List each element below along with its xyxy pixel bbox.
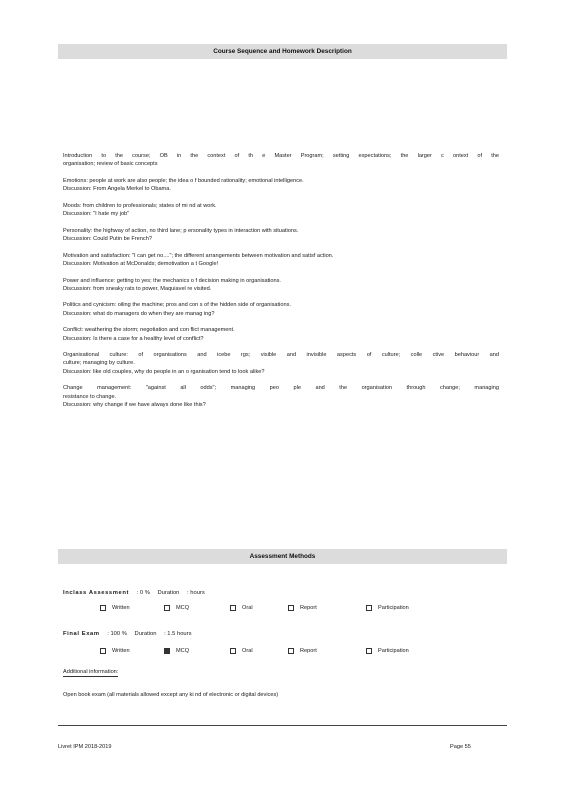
session-discussion: Discussion: Motivation at McDonalds; demotivation a t Google! (63, 260, 219, 267)
option-label: Participation (378, 648, 409, 654)
inclass-duration-label: Duration (157, 590, 180, 596)
additional-information-label: Additional information: (63, 669, 119, 675)
session-discussion: Discussion: like old couples, why do people in an o rganisation tend to look alike? (63, 368, 265, 375)
session-discussion: Discussion: Could Putin be French? (63, 235, 152, 242)
final-exam-label: Final Exam (63, 631, 100, 637)
final-exam-line (63, 630, 197, 638)
session-discussion: Discussion: Is there a case for a healthy level of conflict? (63, 335, 204, 342)
final-option-written[interactable] (100, 647, 130, 655)
course-session-item (63, 227, 499, 243)
option-label: Written (112, 648, 130, 654)
option-label: Oral (242, 605, 253, 611)
session-topic-line: Politics and cynicism: oiling the machine; pros and con s of the hidden side of organisations. (63, 302, 291, 309)
inclass-percent: : 0 % (136, 590, 150, 596)
course-session-item (63, 326, 499, 342)
option-label: MCQ (176, 648, 190, 654)
session-topic-line: Moods: from children to professionals; states of mi nd at work. (63, 202, 217, 209)
inclass-option-written[interactable] (100, 604, 130, 612)
inclass-option-participation[interactable] (366, 604, 409, 612)
final-option-report[interactable] (288, 647, 317, 655)
option-label: Report (300, 605, 317, 611)
inclass-option-mcq[interactable] (164, 604, 189, 612)
session-discussion: Discussion: why change if we have always done like this? (63, 401, 206, 408)
checkbox-icon[interactable] (164, 605, 170, 611)
final-option-participation[interactable] (366, 647, 409, 655)
course-sequence-header: Course Sequence and Homework Description (58, 44, 507, 59)
inclass-duration-value: : hours (187, 590, 205, 596)
session-topic-line: Organisational culture: of organisations and icebe rgs; visible and invisible aspects of culture; colle ctive behaviour and (63, 352, 499, 359)
option-label: Written (112, 605, 130, 611)
course-sequence-list (63, 152, 499, 417)
session-topic-line: Personality: the highway of action, no third lane; p ersonality types in interaction with situations. (63, 227, 299, 234)
option-label: Report (300, 648, 317, 654)
option-label: MCQ (176, 605, 190, 611)
inclass-option-report[interactable] (288, 604, 317, 612)
session-discussion: Discussion: "I hate my job" (63, 211, 130, 218)
session-topic-line: Change management: "against all odds"; managing peo ple and the organisation through change; managing (63, 385, 499, 392)
session-topic-line: culture; managing by culture. (63, 360, 135, 367)
checkbox-icon[interactable] (288, 648, 294, 654)
course-session-item (63, 301, 499, 317)
checkbox-icon[interactable] (288, 605, 294, 611)
session-discussion: Discussion: From Angela Merkel to Obama. (63, 186, 171, 193)
footer-page-number: Page 55 (450, 744, 471, 750)
footer-rule (58, 725, 507, 726)
inclass-option-oral[interactable] (230, 604, 253, 612)
course-session-item (63, 202, 499, 218)
footer-booklet-title: Livret IPM 2018-2019 (58, 744, 112, 750)
session-topic-line: Conflict: weathering the storm; negotiation and con flict management. (63, 327, 235, 334)
final-duration-value: : 1.5 hours (164, 631, 192, 637)
course-session-item (63, 152, 499, 168)
additional-information-text: Open book exam (all materials allowed except any ki nd of electronic or digital devices) (63, 692, 279, 698)
final-percent: : 100 % (107, 631, 127, 637)
checkbox-icon[interactable] (164, 648, 170, 654)
session-discussion: Discussion: what do managers do when they are manag ing? (63, 310, 215, 317)
session-topic-line: Introduction to the course; OB in the context of th e Master Program; setting expectations; the larger c ontext of the (63, 153, 499, 159)
course-session-item (63, 277, 499, 293)
course-session-item (63, 351, 499, 376)
session-topic-line: Emotions: people at work are also people; the idea o f bounded rationality; emotional intelligence. (63, 177, 304, 184)
checkbox-icon[interactable] (366, 605, 372, 611)
checkbox-icon[interactable] (100, 648, 106, 654)
session-topic-line: organisation; review of basic concepts (63, 161, 158, 168)
course-session-item (63, 384, 499, 409)
option-label: Oral (242, 648, 253, 654)
option-label: Participation (378, 605, 409, 611)
session-topic-line: Power and influence: getting to yes; the mechanics o f decision making in organisations. (63, 277, 281, 284)
checkbox-icon[interactable] (230, 605, 236, 611)
final-duration-label: Duration (134, 631, 157, 637)
session-topic-line: resistance to change. (63, 393, 117, 400)
final-option-mcq[interactable] (164, 647, 189, 655)
course-session-item (63, 252, 499, 268)
inclass-label: Inclass Assessment (63, 590, 130, 596)
checkbox-icon[interactable] (100, 605, 106, 611)
checkbox-icon[interactable] (230, 648, 236, 654)
session-topic-line: Motivation and satisfaction: "I can get no...."; the different arrangements between motivation and satisf action. (63, 252, 334, 259)
session-discussion: Discussion: from sneaky rats to power, Maquiavel re visited. (63, 285, 212, 292)
inclass-assessment-line (63, 589, 211, 597)
assessment-methods-header: Assessment Methods (58, 549, 507, 564)
course-session-item (63, 177, 499, 193)
final-option-oral[interactable] (230, 647, 253, 655)
checkbox-icon[interactable] (366, 648, 372, 654)
